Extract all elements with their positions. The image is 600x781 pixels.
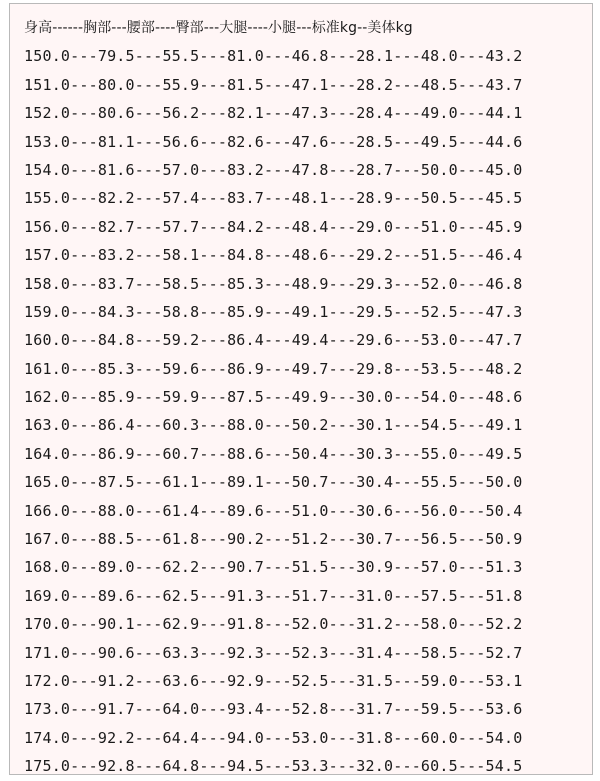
data-line-170: 170.0---90.1---62.9---91.8---52.0---31.2---58.0---52.2 [24, 615, 523, 634]
data-line-155: 155.0---82.2---57.4---83.7---48.1---28.9---50.5---45.5 [24, 189, 523, 208]
data-line-156: 156.0---82.7---57.7---84.2---48.4---29.0---51.0---45.9 [24, 217, 523, 236]
header-line: 身高------胸部---腰部----臀部---大腿----小腿---标准kg--美体kg [24, 20, 413, 36]
data-line-163: 163.0---86.4---60.3---88.0---50.2---30.1---54.5---49.1 [24, 416, 523, 435]
data-line-159: 159.0---84.3---58.8---85.9---49.1---29.5---52.5---47.3 [24, 302, 523, 321]
data-line-154: 154.0---81.6---57.0---83.2---47.8---28.7---50.0---45.0 [24, 160, 523, 179]
data-line-169: 169.0---89.6---62.5---91.3---51.7---31.0---57.5---51.8 [24, 586, 523, 605]
data-line-151: 151.0---80.0---55.9---81.5---47.1---28.2---48.5---43.7 [24, 75, 523, 94]
data-line-173: 173.0---91.7---64.0---93.4---52.8---31.7---59.5---53.6 [24, 700, 523, 719]
data-line-150: 150.0---79.5---55.5---81.0---46.8---28.1---48.0---43.2 [24, 47, 523, 66]
data-line-158: 158.0---83.7---58.5---85.3---48.9---29.3---52.0---46.8 [24, 274, 523, 293]
data-line-162: 162.0---85.9---59.9---87.5---49.9---30.0---54.0---48.6 [24, 388, 523, 407]
data-line-172: 172.0---91.2---63.6---92.9---52.5---31.5---59.0---53.1 [24, 671, 523, 690]
data-line-152: 152.0---80.6---56.2---82.1---47.3---28.4---49.0---44.1 [24, 104, 523, 123]
measurement-lines [24, 14, 522, 781]
data-line-153: 153.0---81.1---56.6---82.6---47.6---28.5---49.5---44.6 [24, 132, 523, 151]
body-measurement-sheet [9, 3, 593, 775]
data-line-164: 164.0---86.9---60.7---88.6---50.4---30.3---55.0---49.5 [24, 444, 523, 463]
data-line-167: 167.0---88.5---61.8---90.2---51.2---30.7---56.5---50.9 [24, 530, 523, 549]
data-line-165: 165.0---87.5---61.1---89.1---50.7---30.4---55.5---50.0 [24, 473, 523, 492]
data-line-160: 160.0---84.8---59.2---86.4---49.4---29.6---53.0---47.7 [24, 331, 523, 350]
data-line-174: 174.0---92.2---64.4---94.0---53.0---31.8---60.0---54.0 [24, 728, 523, 747]
data-line-168: 168.0---89.0---62.2---90.7---51.5---30.9---57.0---51.3 [24, 558, 523, 577]
data-line-175: 175.0---92.8---64.8---94.5---53.3---32.0---60.5---54.5 [24, 757, 523, 776]
data-line-161: 161.0---85.3---59.6---86.9---49.7---29.8---53.5---48.2 [24, 359, 523, 378]
data-line-166: 166.0---88.0---61.4---89.6---51.0---30.6---56.0---50.4 [24, 501, 523, 520]
data-line-171: 171.0---90.6---63.3---92.3---52.3---31.4---58.5---52.7 [24, 643, 523, 662]
data-line-157: 157.0---83.2---58.1---84.8---48.6---29.2---51.5---46.4 [24, 246, 523, 265]
